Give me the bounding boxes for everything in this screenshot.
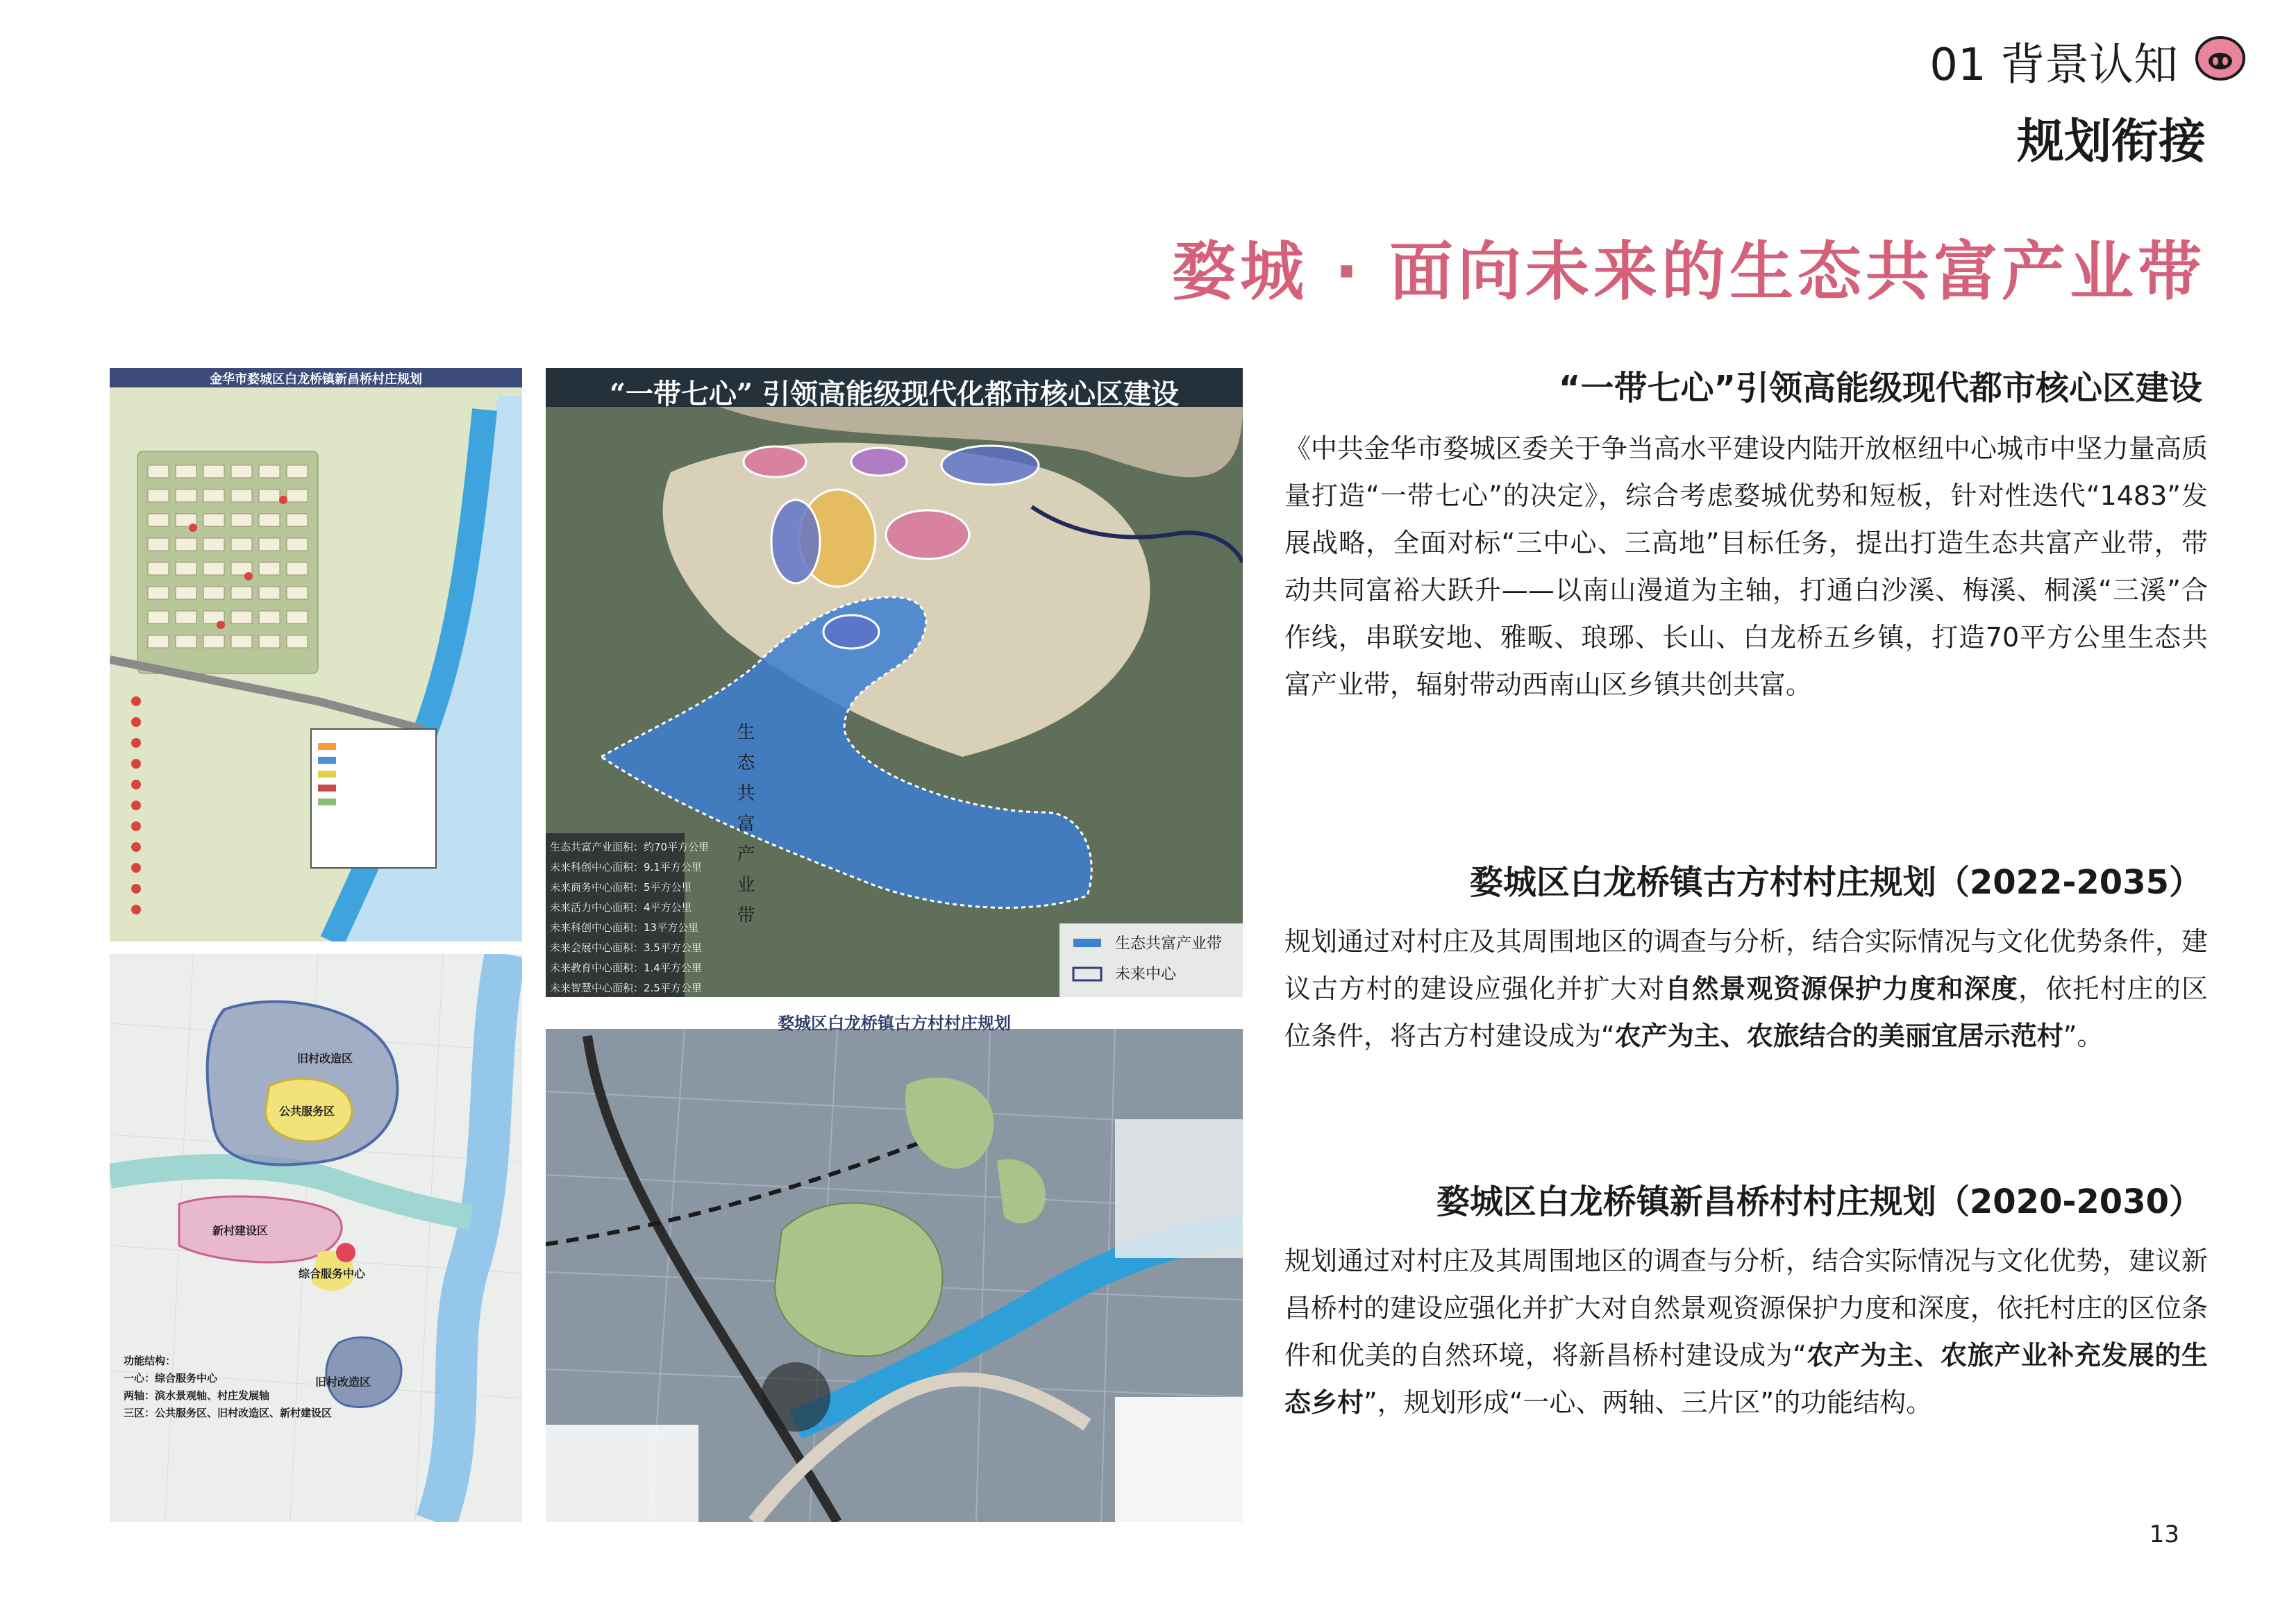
block2-body-emphasis: 农产为主、农旅结合的美丽宜居示范村: [1614, 1021, 2063, 1051]
core-stat-line: 未来科创中心面积：13平方公里: [550, 921, 699, 934]
core-stat-line: 未来活力中心面积：4平方公里: [550, 901, 692, 914]
pig-logo-icon: [2193, 32, 2247, 82]
core-stat-line: 未来科创中心面积：9.1平方公里: [550, 861, 702, 873]
block2-title: 婺城区白龙桥镇古方村村庄规划（2022-2035）: [1469, 863, 2202, 902]
xinchangqiao-plan-map: [110, 368, 522, 941]
block3-title: 婺城区白龙桥镇新昌桥村村庄规划（2020-2030）: [1436, 1182, 2202, 1221]
block1-body: 《中共金华市婺城区委关于争当高水平建设内陆开放枢纽中心城市中坚力量高质量打造“一带七心”的决定》，综合考虑婺城优势和短板，针对性迭代“1483”发展战略，全面对标“三中心、三高地”目标任务，提出打造生态共富产业带，带动共同富裕大跃升——以南山漫道为主轴，打通白沙溪、梅溪、桐溪“三溪”合作线，串联安地、雅畈、琅琊、长山、白龙桥五乡镇，打造70平方公里生态共富产业带，辐射带动西南山区乡镇共创共富。: [1284, 433, 2209, 700]
block2-body: [1284, 918, 2208, 1060]
core-stat-line: 未来会展中心面积：3.5平方公里: [550, 941, 702, 954]
sub-label: 规划衔接: [2016, 115, 2206, 169]
structure-zone-public: 公共服务区: [279, 1105, 335, 1118]
core-stat-line: 生态共富产业面积：约70平方公里: [550, 841, 710, 853]
gufang-map-title: 婺城区白龙桥镇古方村村庄规划: [778, 1013, 1011, 1033]
core-band-label: 生态共富产业带: [734, 722, 755, 936]
block2-body-text: ，依托村庄的区位条件，将古方村建设成为“: [1284, 973, 2208, 1051]
functional-structure-map: [110, 954, 522, 1522]
structure-legend-title: 功能结构：: [124, 1355, 176, 1367]
block2-body-text: 规划通过对村庄及其周围地区的调查与分析，结合实际情况与文化优势条件，建议古方村的建设应强化并扩大对: [1284, 926, 2209, 1004]
page-number: 13: [2149, 1521, 2179, 1548]
structure-center: 综合服务中心: [299, 1267, 366, 1280]
page-headline: 婺城 · 面向未来的生态共富产业带: [1171, 235, 2206, 309]
structure-legend-line: 三区：公共服务区、旧村改造区、新村建设区: [124, 1407, 333, 1419]
block1-title: “一带七心”引领高能级现代都市核心区建设: [1558, 369, 2202, 408]
core-legend-center: 未来中心: [1115, 966, 1177, 983]
structure-zone-old: 旧村改造区: [297, 1052, 353, 1065]
structure-legend-line: 两轴：滨水景观轴、村庄发展轴: [124, 1389, 270, 1402]
block3-body-emphasis: 农产为主、农旅产业补充发展的生态乡村: [1284, 1340, 2208, 1418]
section-label: 01 背景认知: [1929, 40, 2178, 91]
core-map-title: “一带七心” 引领高能级现代化都市核心区建设: [610, 378, 1179, 410]
block3-body: [1284, 1237, 2208, 1426]
structure-legend: [124, 1353, 332, 1422]
block3-body-text: 规划通过对村庄及其周围地区的调查与分析，结合实际情况与文化优势，建议新昌桥村的建设应强化并扩大对自然景观资源保护力度和深度，依托村庄的区位条件和优美的自然环境，将新昌桥村建设成为“: [1284, 1246, 2209, 1371]
core-legend-band: 生态共富产业带: [1115, 935, 1223, 953]
core-area-map: [546, 368, 1243, 997]
xinchangqiao-map-title: 金华市婺城区白龙桥镇新昌桥村庄规划: [210, 372, 422, 387]
structure-zone-new: 新村建设区: [212, 1224, 269, 1237]
block3-body-text: ”，规划形成“一心、两轴、三片区”的功能结构。: [1364, 1387, 1933, 1418]
gufang-plan-map: [546, 1008, 1243, 1522]
block2-body-text: ”。: [2063, 1021, 2104, 1051]
block2-body-emphasis: 自然景观资源保护力度和深度: [1665, 973, 2019, 1004]
core-stat-line: 未来智慧中心面积：2.5平方公里: [550, 982, 702, 994]
structure-zone-old2: 旧村改造区: [315, 1375, 371, 1389]
core-stats: [550, 837, 709, 997]
structure-legend-line: 一心：综合服务中心: [124, 1372, 218, 1384]
core-stat-line: 未来教育中心面积：1.4平方公里: [550, 962, 702, 974]
core-stat-line: 未来商务中心面积：5平方公里: [550, 881, 692, 894]
